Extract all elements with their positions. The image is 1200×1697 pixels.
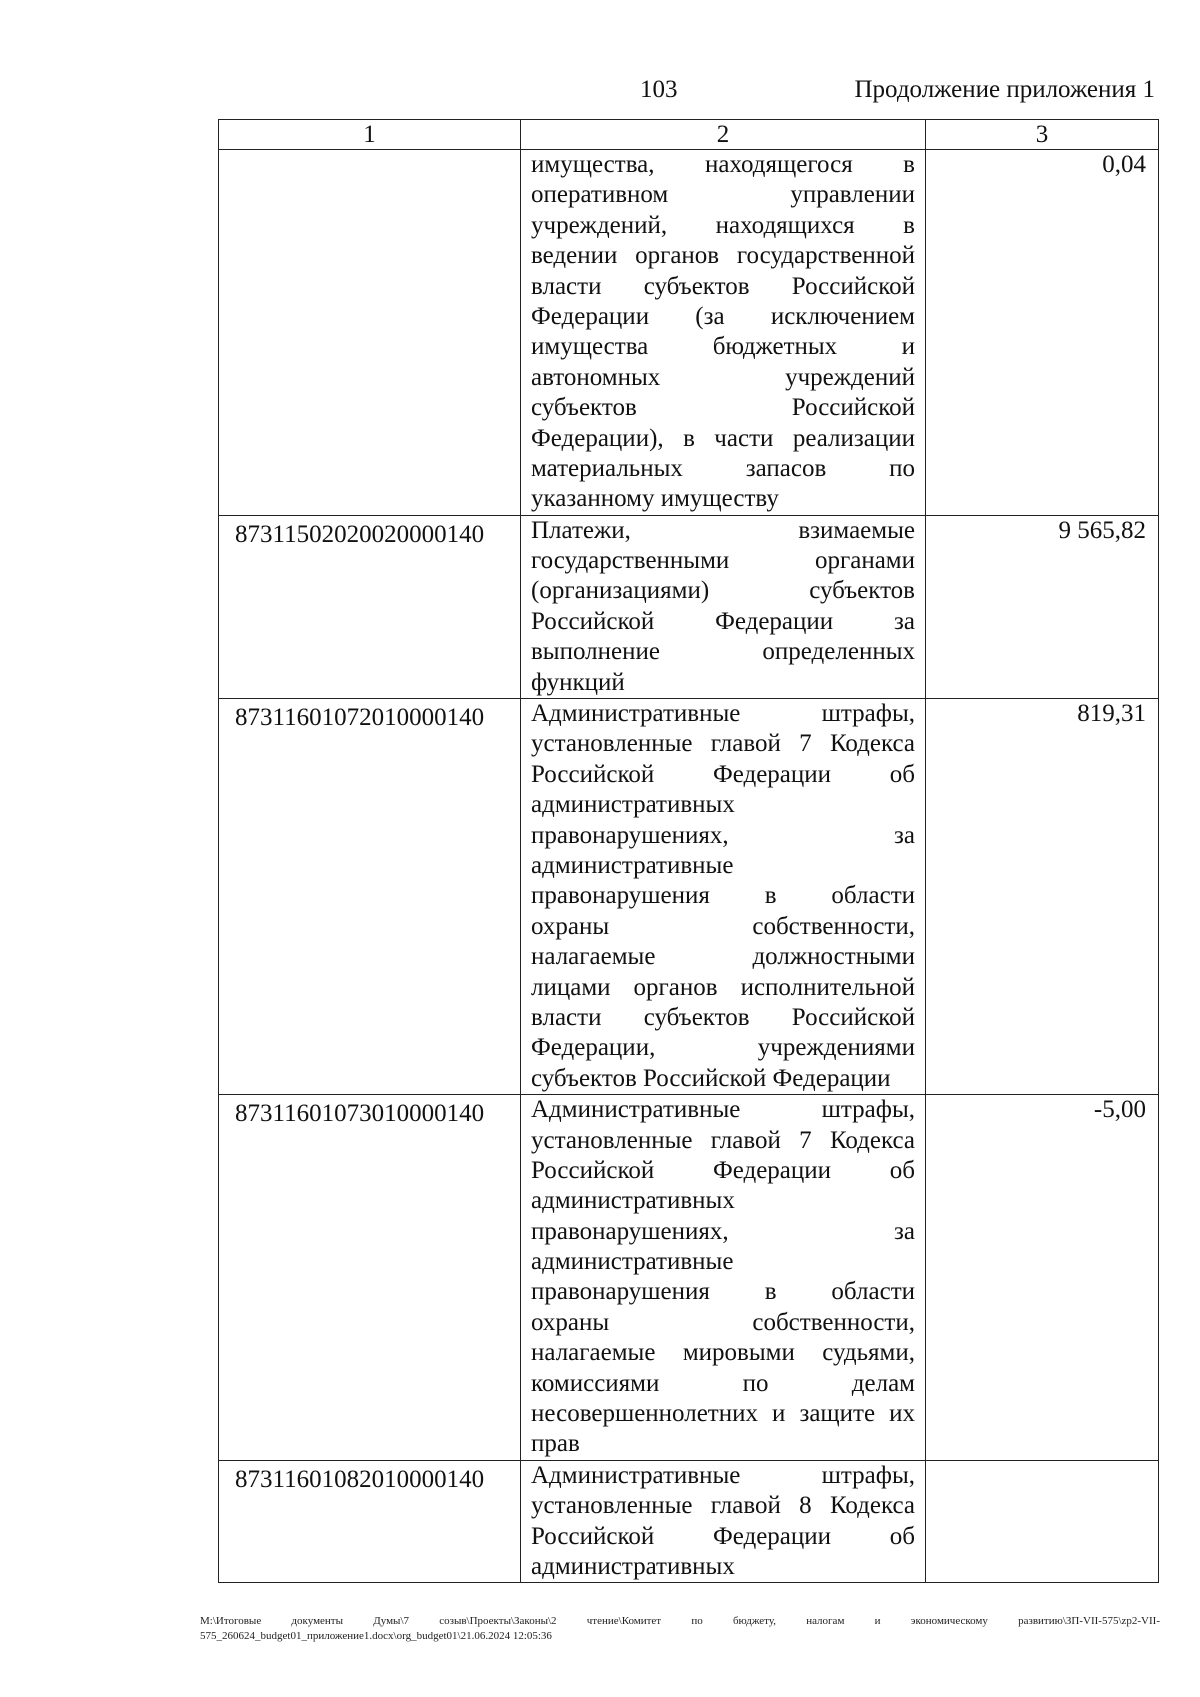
description-line: власти субъектов Российской [531,272,915,300]
description-line: установленные главой 7 Кодекса [531,1126,915,1154]
row-description [521,150,926,516]
description-line: прав [531,1430,580,1458]
description-line: субъектов Российской Федерации [531,1064,891,1092]
footer-line-2: 575_260624_budget01_приложение1.docx\org_budget01\21.06.2024 12:05:36 [200,1630,552,1642]
row-code [219,150,521,516]
file-path-footer [200,1614,1160,1644]
description-line: лицами органов исполнительной [531,973,915,1001]
table-row [219,1460,1159,1583]
row-description [521,1095,926,1461]
row-amount [926,1460,1159,1583]
column-header-1: 1 [219,120,521,150]
row-description [521,1460,926,1583]
column-header-2: 2 [521,120,926,150]
description-line: налагаемые мировыми судьями, [531,1339,915,1367]
table-body [219,150,1159,1583]
description-line: государственными органами [531,547,915,575]
row-description [521,699,926,1095]
description-line: Федерации (за исключением [531,302,915,330]
page-number: 103 [640,76,678,103]
footer-line-1: M:\Итоговые документы Думы\7 созыв\Проекты\Законы\2 чтение\Комитет по бюджету, налогам и экономическому развитию\ЗП-VII-575\zp2-VII- [200,1615,1160,1627]
description-line: административных [531,1187,735,1215]
row-code: 87311601072010000140 [219,699,521,1095]
description-line: Федерации, учреждениями [531,1034,915,1062]
description-line: административных [531,791,735,819]
row-amount: 0,04 [926,150,1159,516]
description-line: охраны собственности, [531,912,915,940]
description-line: административные [531,851,734,879]
continuation-label: Продолжение приложения 1 [854,76,1155,103]
description-line: Административные штрафы, [531,700,915,728]
table-row [219,1095,1159,1461]
description-line: правонарушения в области [531,882,915,910]
row-code: 87311502020020000140 [219,515,521,698]
description-line: Российской Федерации за [531,607,915,635]
row-amount: -5,00 [926,1095,1159,1461]
description-line: Российской Федерации об [531,760,915,788]
description-line: Административные штрафы, [531,1096,915,1124]
description-line: субъектов Российской [531,394,915,422]
description-line: функций [531,668,625,696]
description-line: Платежи, взимаемые [531,516,915,544]
description-line: установленные главой 7 Кодекса [531,730,915,758]
description-line: автономных учреждений [531,363,915,391]
description-line: правонарушениях, за [531,1217,915,1245]
budget-table [218,119,1159,1583]
description-line: административные [531,1248,734,1276]
description-line: Российской Федерации об [531,1522,915,1550]
table-row [219,150,1159,516]
description-line: Административные штрафы, [531,1461,915,1489]
description-line: комиссиями по делам [531,1369,915,1397]
row-code: 87311601082010000140 [219,1460,521,1583]
description-line: налагаемые должностными [531,943,915,971]
description-line: охраны собственности, [531,1308,915,1336]
description-line: Российской Федерации об [531,1156,915,1184]
description-line: несовершеннолетних и защите их [531,1400,915,1428]
description-line: установленные главой 8 Кодекса [531,1492,915,1520]
description-line: ведении органов государственной [531,242,915,270]
row-amount: 819,31 [926,699,1159,1095]
description-line: власти субъектов Российской [531,1003,915,1031]
row-description [521,515,926,698]
description-line: учреждений, находящихся в [531,211,915,239]
description-line: имущества, находящегося в [531,151,915,178]
description-line: оперативном управлении [531,181,915,209]
table-row [219,699,1159,1095]
description-line: указанному имуществу [531,485,779,513]
column-header-3: 3 [926,120,1159,150]
header-row [219,120,1159,150]
description-line: имущества бюджетных и [531,333,915,361]
description-line: Федерации), в части реализации [531,424,915,452]
description-line: (организациями) субъектов [531,577,915,605]
row-amount: 9 565,82 [926,515,1159,698]
table-row [219,515,1159,698]
description-line: выполнение определенных [531,638,915,666]
description-line: материальных запасов по [531,454,915,482]
description-line: административных [531,1552,735,1580]
description-line: правонарушениях, за [531,821,915,849]
row-code: 87311601073010000140 [219,1095,521,1461]
description-line: правонарушения в области [531,1278,915,1306]
